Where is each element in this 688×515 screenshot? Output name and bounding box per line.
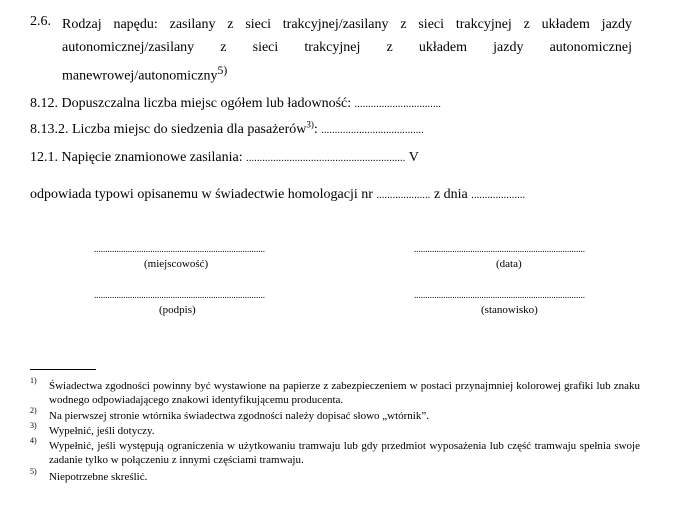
homologation-statement [30, 186, 632, 205]
footnote-3 [30, 421, 640, 438]
item-8-12-label: 8.12. Dopuszczalna liczba miejsc ogółem lub ładowność: [30, 96, 352, 111]
homologation-date-field[interactable]: .................... [471, 190, 526, 201]
footnote-mark: 4) [30, 436, 37, 445]
place-field[interactable]: ............................................................................ [94, 244, 265, 254]
signature-caption: (podpis) [159, 304, 196, 316]
item-8-13-2-label: 8.13.2. Liczba miejsc do siedzenia dla pasażerów [30, 122, 307, 137]
item-2-6-line-1: Rodzaj napędu: zasilany z sieci trakcyjnej/zasilany z sieci trakcyjnej z układem jazdy [62, 17, 632, 32]
item-8-12-fill-field[interactable]: ................................ [354, 99, 442, 110]
footnote-mark: 5) [30, 467, 37, 476]
footnote-text: Świadectwa zgodności powinny być wystawione na papierze z zabezpieczeniem w postaci przynajmniej kolorowej grafiki lub znaku wodnego odpowiadającego znakowi identyfikującemu producenta. [49, 380, 640, 406]
item-2-6-drive-type [62, 13, 632, 88]
footnote-text: Wypełnić, jeśli dotyczy. [49, 425, 155, 437]
homologation-number-field[interactable]: .................... [376, 190, 431, 201]
footnote-ref-5: 5) [217, 64, 228, 77]
homologation-date-label: z dnia [433, 187, 468, 202]
item-8-13-2-fill-field[interactable]: ...................................... [321, 125, 424, 136]
item-12-1-fill-field[interactable]: ........................................................... [246, 153, 406, 164]
item-8-12-capacity [30, 95, 632, 114]
footnote-mark: 3) [30, 421, 37, 430]
footnote-4 [30, 436, 640, 467]
footnote-5 [30, 467, 640, 484]
item-2-6-number: 2.6. [30, 14, 51, 29]
item-12-1-label: 12.1. Napięcie znamionowe zasilania: [30, 150, 243, 165]
place-caption: (miejscowość) [144, 258, 209, 270]
footnote-text: Na pierwszej stronie wtórnika świadectwa zgodności należy dopisać słowo „wtórnik”. [49, 410, 429, 422]
position-caption: (stanowisko) [481, 304, 538, 316]
footnote-mark: 1) [30, 376, 37, 385]
item-12-1-voltage [30, 149, 632, 168]
item-2-6-line-3-text: manewrowej/autonomiczny [62, 68, 218, 84]
position-field[interactable]: ............................................................................ [414, 290, 585, 300]
footnote-text: Wypełnić, jeśli występują ograniczenia w użytkowaniu tramwaju lub gdy przedmiot wyposażenia lub część tramwaju spełnia swoje zadanie tylko w połączeniu z innymi częściami tramwaju. [49, 440, 640, 466]
item-8-13-2-seats [30, 121, 632, 140]
date-field[interactable]: ............................................................................ [414, 244, 585, 254]
item-8-13-2-colon: : [313, 122, 318, 137]
date-caption: (data) [496, 258, 522, 270]
footnote-1 [30, 376, 640, 407]
item-12-1-unit: V [408, 150, 419, 165]
signature-field[interactable]: ............................................................................ [94, 290, 265, 300]
homologation-text: odpowiada typowi opisanemu w świadectwie homologacji nr [30, 187, 373, 202]
footnote-ref-3: 3) [306, 119, 314, 130]
footnote-text: Niepotrzebne skreślić. [49, 471, 148, 483]
item-2-6-line-2: autonomicznej/zasilany z sieci trakcyjnej z układem jazdy autonomicznej [62, 40, 632, 55]
footnote-separator [30, 369, 96, 370]
footnote-mark: 2) [30, 406, 37, 415]
item-2-6-line-3 [62, 59, 632, 88]
footnote-2 [30, 406, 640, 423]
